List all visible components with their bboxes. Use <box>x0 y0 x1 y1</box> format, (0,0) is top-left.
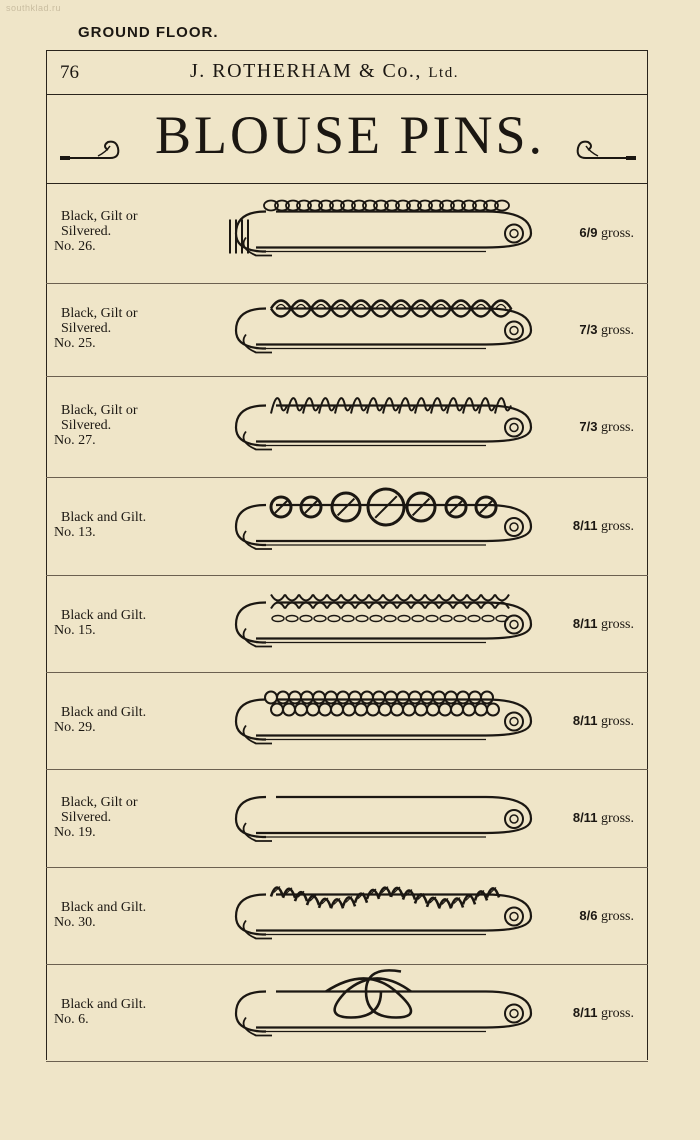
blouse-pin-illustration-icon <box>186 377 546 478</box>
publisher-main: J. ROTHERHAM & Co., <box>190 60 422 82</box>
watermark: southklad.ru <box>6 3 62 13</box>
product-description <box>54 209 138 254</box>
description-line: Black and Gilt. <box>61 704 147 720</box>
description-line: No. 30. <box>54 914 96 930</box>
description-line: Black, Gilt or <box>61 306 138 321</box>
description-line: Silvered. <box>61 418 112 433</box>
price-value: 8/11 <box>572 712 598 728</box>
price-value: 8/11 <box>572 1004 598 1020</box>
price-unit: gross. <box>600 616 634 632</box>
blouse-pin-illustration-icon <box>186 183 546 284</box>
product-price <box>573 518 634 535</box>
description-line: No. 15. <box>54 622 96 638</box>
description-line: No. 13. <box>54 525 96 540</box>
description-line: No. 26. <box>54 239 96 254</box>
product-row <box>46 284 648 377</box>
publisher-name <box>190 60 459 83</box>
product-description <box>54 795 138 840</box>
description-line: Black and Gilt. <box>61 996 147 1012</box>
description-line: No. 29. <box>54 719 96 735</box>
description-line: No. 27. <box>54 433 96 448</box>
price-unit: gross. <box>600 519 634 534</box>
description-line: No. 6. <box>54 1011 89 1027</box>
blouse-pin-illustration-icon <box>186 673 546 770</box>
blouse-pin-illustration-icon <box>186 770 546 868</box>
product-row <box>46 770 648 868</box>
product-price <box>573 810 634 827</box>
price-value: 8/11 <box>572 518 598 533</box>
product-row <box>46 377 648 478</box>
product-row <box>46 868 648 965</box>
blouse-pin-illustration-icon <box>186 868 546 965</box>
product-description <box>54 900 146 930</box>
description-line: Black, Gilt or <box>61 794 138 810</box>
product-price <box>579 225 634 242</box>
price-value: 7/3 <box>579 418 598 434</box>
description-line: Black, Gilt or <box>61 403 138 418</box>
product-price <box>573 1005 634 1022</box>
description-line: No. 25. <box>54 336 96 351</box>
price-unit: gross. <box>600 1005 634 1021</box>
product-price <box>579 908 634 925</box>
product-row <box>46 478 648 576</box>
publisher-suffix: Ltd. <box>428 65 459 81</box>
page-title: BLOUSE PINS. <box>154 105 546 165</box>
product-description <box>54 510 146 540</box>
price-unit: gross. <box>600 225 634 241</box>
top-rule <box>46 50 648 51</box>
description-line: No. 19. <box>54 824 96 840</box>
price-value: 8/11 <box>572 615 598 631</box>
price-unit: gross. <box>600 322 634 338</box>
description-line: Silvered. <box>61 809 112 825</box>
product-row <box>46 673 648 770</box>
blouse-pin-illustration-icon <box>186 478 546 576</box>
product-row <box>46 965 648 1062</box>
description-line: Silvered. <box>61 224 112 239</box>
product-description <box>54 705 146 735</box>
blouse-pin-illustration-icon <box>186 965 546 1062</box>
description-line: Black, Gilt or <box>61 209 138 224</box>
price-unit: gross. <box>600 908 634 924</box>
product-price <box>573 713 634 730</box>
price-value: 8/11 <box>572 810 598 825</box>
product-row <box>46 576 648 673</box>
price-value: 8/6 <box>579 907 598 923</box>
product-description <box>54 306 138 351</box>
description-line: Black and Gilt. <box>61 899 147 915</box>
blouse-pin-illustration-icon <box>186 576 546 673</box>
description-line: Black and Gilt. <box>61 607 147 623</box>
right-flourish-icon <box>572 122 638 162</box>
price-unit: gross. <box>600 419 634 435</box>
page-number: 76 <box>60 62 79 83</box>
blouse-pin-illustration-icon <box>186 284 546 377</box>
left-flourish-icon <box>58 122 124 162</box>
product-description <box>54 403 138 448</box>
price-value: 7/3 <box>579 321 598 337</box>
description-line: Black and Gilt. <box>61 510 147 525</box>
header-rule <box>46 94 648 95</box>
price-value: 6/9 <box>579 224 598 240</box>
product-price <box>573 616 634 633</box>
product-row <box>46 183 648 284</box>
price-unit: gross. <box>600 811 634 826</box>
product-price <box>579 419 634 436</box>
row-divider <box>46 1061 648 1062</box>
product-description <box>54 997 146 1027</box>
price-unit: gross. <box>600 713 634 729</box>
product-price <box>579 322 634 339</box>
floor-label: GROUND FLOOR. <box>78 24 219 41</box>
description-line: Silvered. <box>61 321 112 336</box>
product-description <box>54 608 146 638</box>
